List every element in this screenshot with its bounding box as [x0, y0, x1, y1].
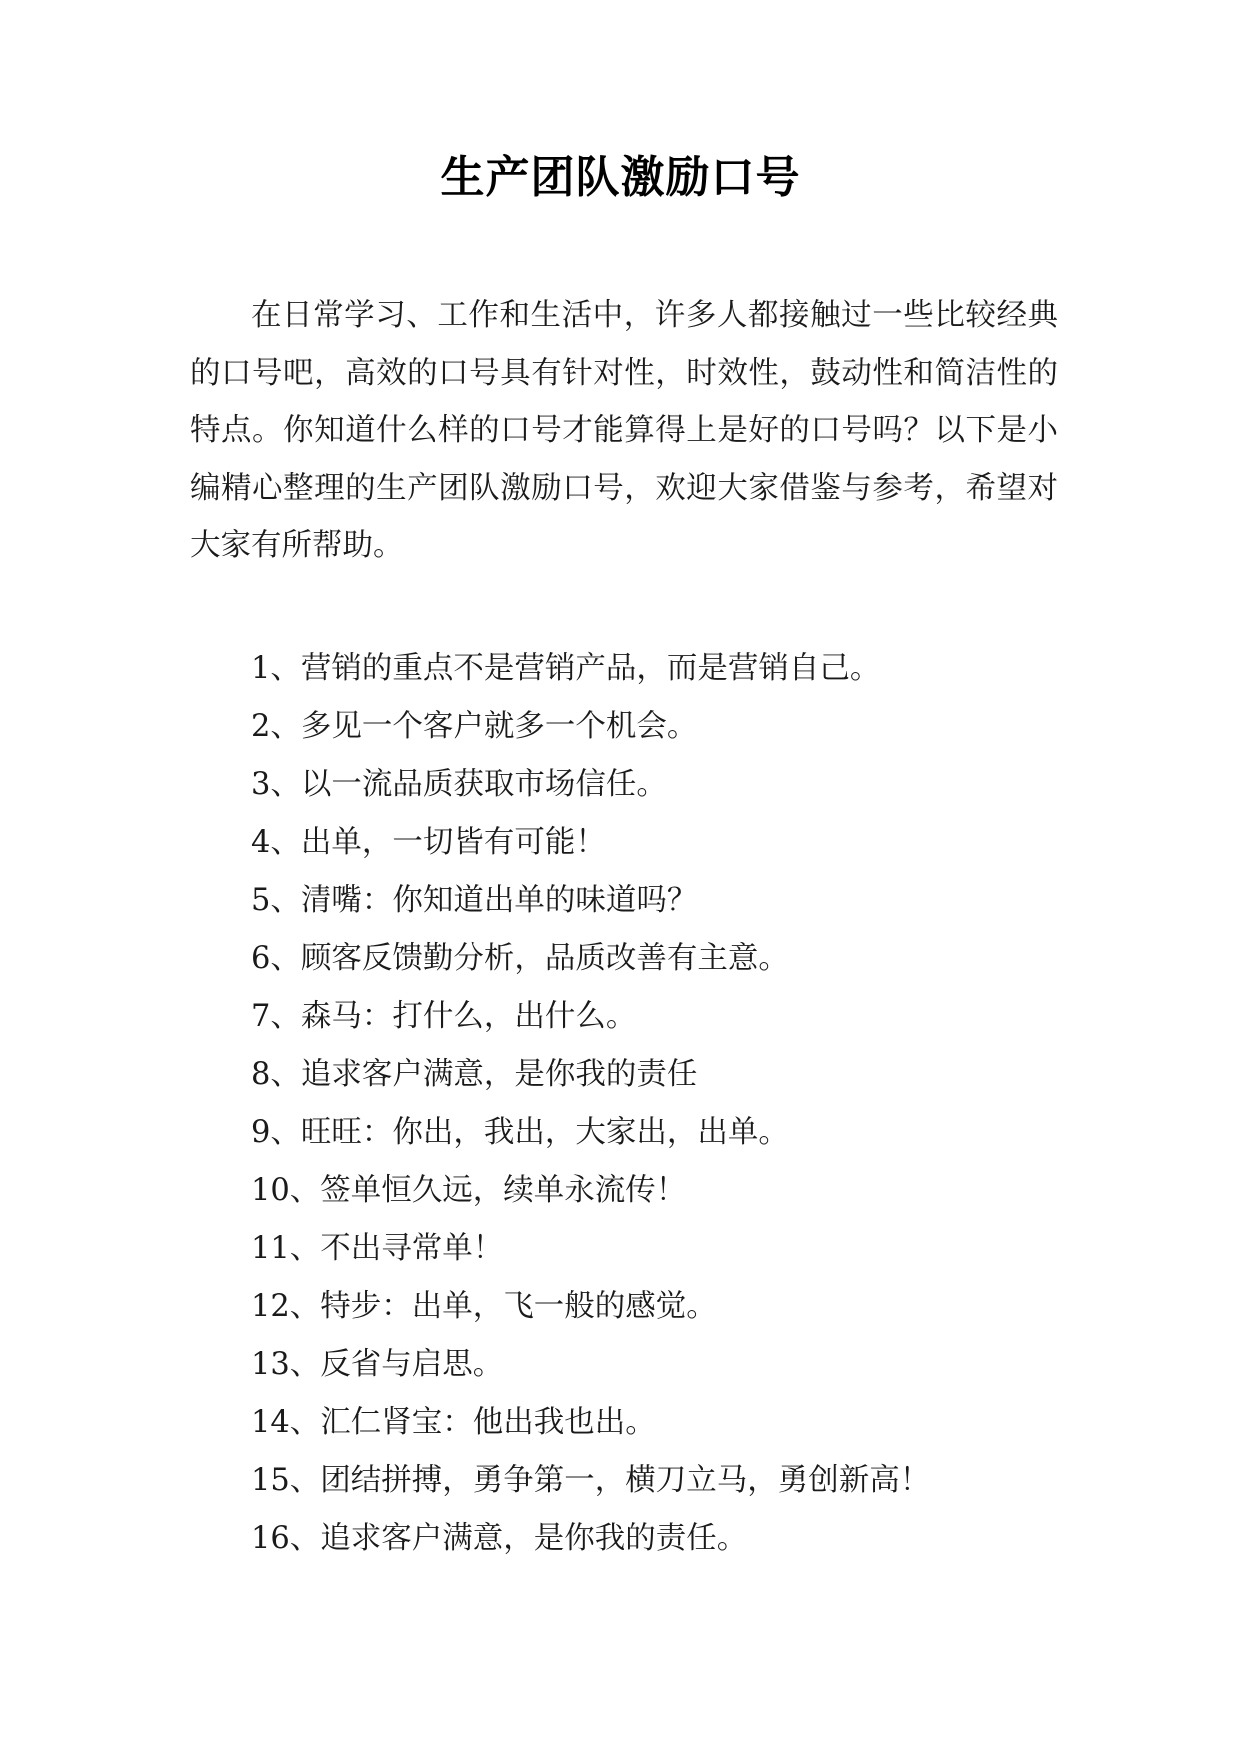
slogan-item: 3、以一流品质获取市场信任。 — [251, 767, 667, 802]
slogan-item: 11、不出寻常单！ — [251, 1231, 504, 1266]
slogan-item: 6、顾客反馈勤分析，品质改善有主意。 — [251, 941, 789, 976]
slogan-item: 4、出单，一切皆有可能！ — [251, 825, 606, 860]
document-title: 生产团队激励口号 — [440, 152, 801, 203]
slogan-item: 12、特步：出单，飞一般的感觉。 — [251, 1289, 717, 1324]
slogan-item: 5、清嘴：你知道出单的味道吗？ — [251, 883, 698, 918]
intro-paragraph: 在日常学习、工作和生活中，许多人都接触过一些比较经典的口号吧，高效的口号具有针对性，时效性，鼓动性和简洁性的特点。你知道什么样的口号才能算得上是好的口号吗？以下是小编精心整理的生产团队激励口号，欢迎大家借鉴与参考，希望对大家有所帮助。 — [190, 298, 1058, 563]
slogan-item: 9、旺旺：你出，我出，大家出，出单。 — [251, 1115, 789, 1150]
slogan-item: 2、多见一个客户就多一个机会。 — [251, 709, 698, 744]
slogan-item: 15、团结拼搏，勇争第一，横刀立马，勇创新高！ — [251, 1463, 931, 1498]
slogan-item: 10、签单恒久远，续单永流传！ — [251, 1173, 687, 1208]
slogan-item: 16、追求客户满意，是你我的责任。 — [251, 1521, 748, 1556]
slogan-item: 7、森马：打什么，出什么。 — [251, 999, 637, 1034]
slogan-item: 13、反省与启思。 — [251, 1347, 504, 1382]
slogan-item: 14、汇仁肾宝：他出我也出。 — [251, 1405, 656, 1440]
slogan-item: 8、追求客户满意，是你我的责任 — [251, 1057, 698, 1092]
slogan-list — [251, 640, 1151, 1568]
slogan-item: 1、营销的重点不是营销产品，而是营销自己。 — [251, 651, 881, 686]
